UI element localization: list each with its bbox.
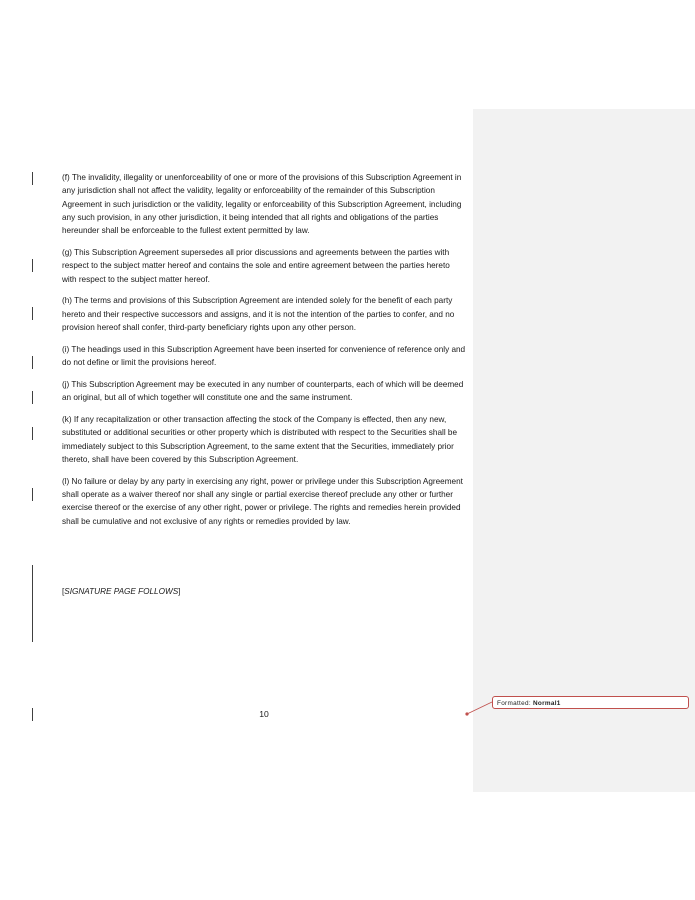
paragraph-g: (g) This Subscription Agreement supersedes all prior discussions and agreements between the parties with respect to the subject matter hereof and contains the sole and entire agreement between the parties hereto with respect to the subject matter hereof. bbox=[62, 247, 450, 284]
change-bar bbox=[32, 172, 33, 185]
signature-text: SIGNATURE PAGE FOLLOWS bbox=[64, 587, 179, 596]
paragraph-l: (l) No failure or delay by any party in exercising any right, power or privilege under this Subscription Agreement shall operate as a waiver thereof nor shall any single or partial exercise thereof preclude any other or further exercise thereof or the exercise of any other right, power or privilege. The rights and remedies herein provided shall be cumulative and not exclusive of any rights or remedies provided by law. bbox=[62, 476, 463, 526]
paragraph-f: (f) The invalidity, illegality or unenforceability of one or more of the provisions of this Subscription Agreement in any jurisdiction shall not affect the validity, legality or enforceability of the remainder of this Subscription Agreement in such jurisdiction or the validity, legality or enforceability of this Subscription Agreement, including any such provision, in any other jurisdiction, it being intended that all rights and obligations of the parties hereunder shall be enforceable to the fullest extent permitted by law. bbox=[62, 173, 462, 236]
signature-page-note bbox=[62, 585, 362, 598]
format-change-balloon[interactable] bbox=[492, 696, 689, 709]
balloon-value: Normal1 bbox=[532, 700, 561, 707]
signature-bracket-open: [ bbox=[62, 587, 65, 596]
paragraph-i: (i) The headings used in this Subscription Agreement have been inserted for convenience of reference only and do not define or limit the provisions hereof. bbox=[62, 344, 466, 368]
change-bar bbox=[32, 565, 33, 642]
body-text bbox=[62, 171, 466, 536]
change-bar bbox=[32, 427, 33, 440]
change-bar bbox=[32, 259, 33, 272]
signature-bracket-close: ] bbox=[178, 587, 181, 596]
paragraph-h: (h) The terms and provisions of this Subscription Agreement are intended solely for the benefit of each party hereto and their respective successors and assigns, and it is not the intention of the parties to confer, and no provision hereof shall confer, third-party beneficiary rights upon any other person. bbox=[62, 296, 455, 332]
change-bar bbox=[32, 356, 33, 369]
paragraph-j: (j) This Subscription Agreement may be executed in any number of counterparts, each of which will be deemed an original, but all of which together will constitute one and the same instrument. bbox=[62, 379, 464, 403]
change-bar bbox=[32, 488, 33, 501]
markup-pane bbox=[473, 109, 695, 792]
page-number: 10 bbox=[259, 709, 269, 719]
balloon-label: Formatted: bbox=[497, 700, 531, 707]
paragraph-k: (k) If any recapitalization or other transaction affecting the stock of the Company is effected, then any new, substituted or additional securities or other property which is distributed with respect to the Securities shall be immediately subject to this Subscription Agreement, to the same extent that the Securities, immediately prior thereto, shall have been covered by this Subscription Agreement. bbox=[62, 414, 458, 464]
change-bar bbox=[32, 307, 33, 320]
change-bar bbox=[32, 391, 33, 404]
change-bar bbox=[32, 708, 33, 721]
